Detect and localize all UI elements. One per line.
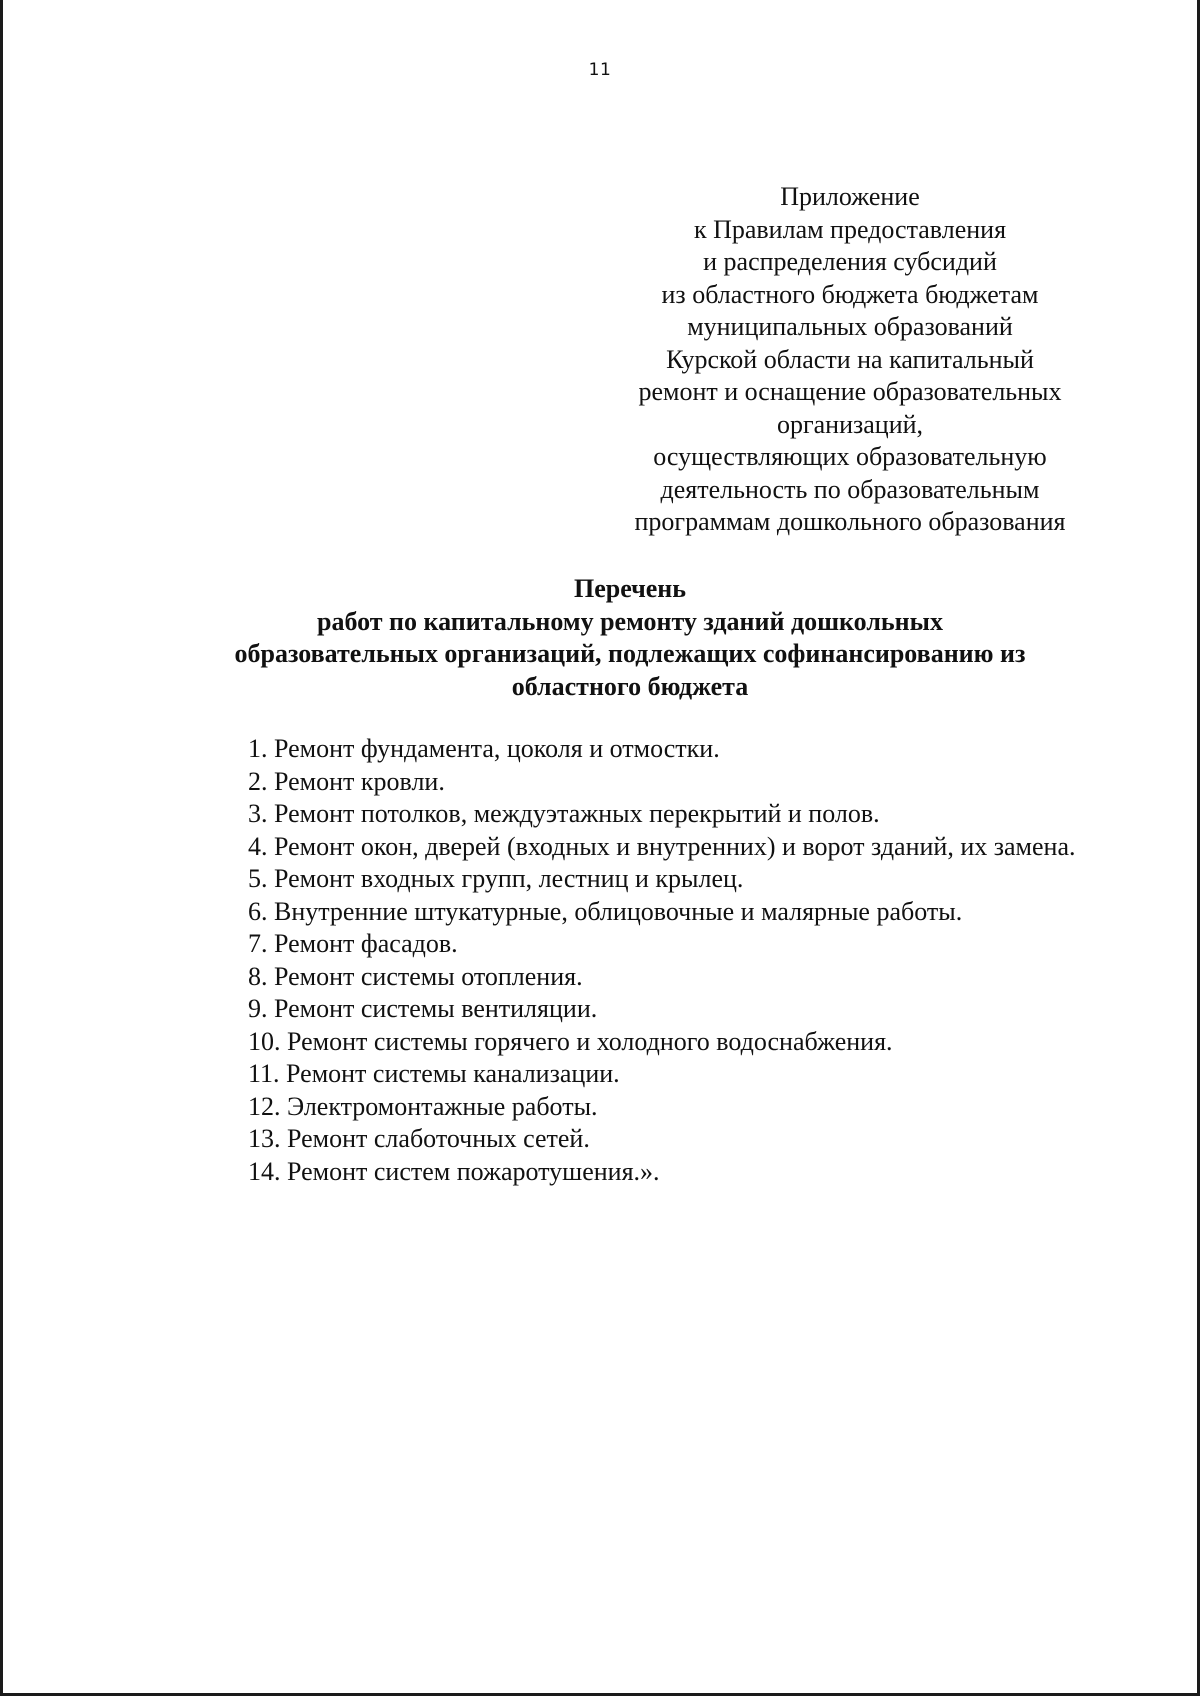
works-list — [178, 733, 1088, 1188]
list-item: 11. Ремонт системы канализации. — [248, 1059, 620, 1088]
appendix-line: из областного бюджета бюджетам — [661, 279, 1039, 309]
appendix-line: Курской области на капитальный — [666, 344, 1034, 374]
list-item: 14. Ремонт систем пожаротушения.». — [248, 1156, 660, 1186]
appendix-line: муниципальных образований — [687, 312, 1013, 341]
appendix-line: программам дошкольного образования — [634, 507, 1066, 536]
appendix-line: Приложение — [780, 182, 920, 211]
appendix-line: к Правилам предоставления — [693, 214, 1007, 244]
list-item: 4. Ремонт окон, дверей (входных и внутренних) и ворот зданий, их замена. — [248, 831, 1076, 861]
appendix-line: и распределения субсидий — [703, 247, 997, 276]
list-item: 1. Ремонт фундамента, цоколя и отмостки. — [248, 734, 720, 763]
list-item: 12. Электромонтажные работы. — [248, 1091, 598, 1121]
appendix-line: организаций, — [776, 409, 924, 439]
page-number: 11 — [588, 60, 612, 80]
heading-subtitle-line: областного бюджета — [511, 671, 749, 701]
appendix-line: деятельность по образовательным — [660, 474, 1040, 504]
list-item: 13. Ремонт слаботочных сетей. — [248, 1124, 590, 1153]
list-item: 6. Внутренние штукатурные, облицовочные и малярные работы. — [248, 896, 963, 926]
appendix-block — [600, 181, 1100, 539]
heading-subtitle-line: работ по капитальному ремонту зданий дошкольных — [317, 606, 943, 636]
list-item: 10. Ремонт системы горячего и холодного водоснабжения. — [248, 1026, 893, 1056]
heading-subtitle-line: образовательных организаций, подлежащих софинансированию из — [234, 639, 1026, 668]
list-item: 9. Ремонт системы вентиляции. — [248, 994, 598, 1023]
list-item: 2. Ремонт кровли. — [248, 766, 445, 796]
scan-edge-left — [0, 0, 3, 1696]
list-item: 8. Ремонт системы отопления. — [248, 961, 583, 991]
appendix-line: ремонт и оснащение образовательных — [638, 377, 1062, 406]
list-item: 5. Ремонт входных групп, лестниц и крылец. — [248, 864, 744, 893]
document-heading — [130, 573, 1130, 703]
list-item: 7. Ремонт фасадов. — [248, 929, 458, 958]
appendix-line: осуществляющих образовательную — [653, 442, 1047, 471]
list-item: 3. Ремонт потолков, междуэтажных перекрытий и полов. — [248, 799, 880, 828]
heading-title: Перечень — [573, 574, 687, 603]
